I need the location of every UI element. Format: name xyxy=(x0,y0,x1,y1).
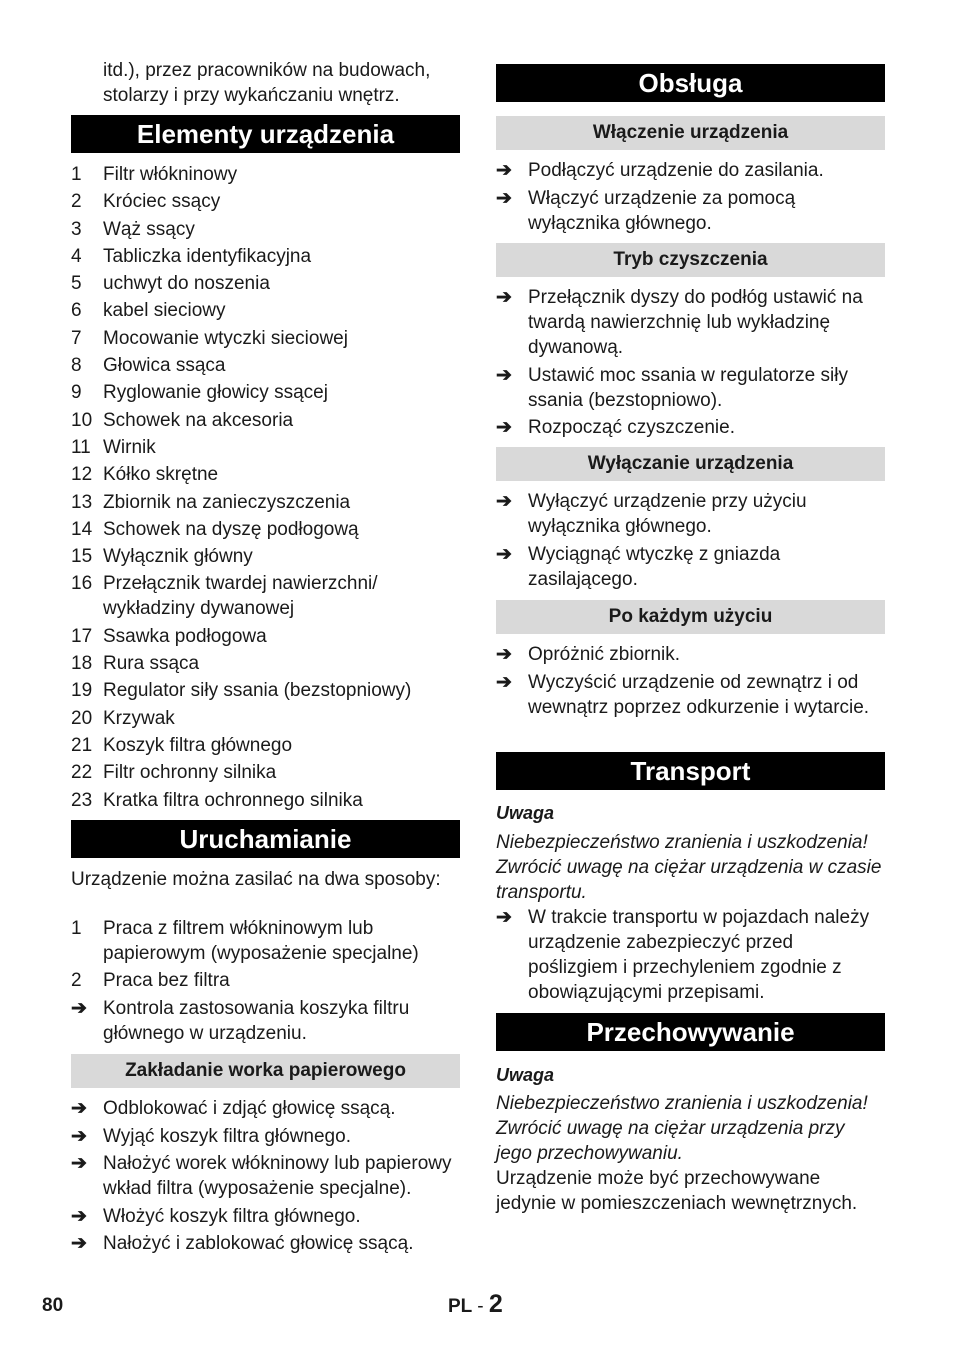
list-item xyxy=(71,651,460,676)
storage-note-text: Niebezpieczeństwo zranienia i uszkodzenia! Zwrócić uwagę na ciężar urządzenia przy jego przechowywaniu. xyxy=(496,1093,868,1164)
item-number: 1 xyxy=(71,164,82,185)
list-item xyxy=(71,996,460,1046)
step-text: Przełącznik dyszy do podłóg ustawić na twardą nawierzchnię lub wykładzinę dywanową. xyxy=(528,287,863,358)
item-text: uchwyt do noszenia xyxy=(103,273,270,295)
list-item xyxy=(71,678,460,703)
transport-note-label: Uwaga xyxy=(496,803,555,823)
step-text: Kontrola zastosowania koszyka filtru głównego w urządzeniu. xyxy=(103,998,410,1044)
item-number: 2 xyxy=(71,191,82,213)
item-number: 11 xyxy=(71,436,91,458)
list-item xyxy=(71,162,460,187)
transport-steps-list xyxy=(496,905,885,1008)
item-number: 13 xyxy=(71,491,93,513)
transport-note-text: Niebezpieczeństwo zranienia i uszkodzenia! Zwrócić uwagę na ciężar urządzenia w czasie transportu. xyxy=(496,832,882,903)
arrow-right-icon: ➔ xyxy=(71,1125,87,1147)
arrow-right-icon: ➔ xyxy=(496,491,512,512)
list-item xyxy=(71,916,460,966)
list-item xyxy=(71,1151,460,1201)
item-text: Ryglowanie głowicy ssącej xyxy=(103,382,328,404)
elements-list xyxy=(71,162,460,815)
arrow-right-icon: ➔ xyxy=(496,907,512,928)
section-heading-storage: Przechowywanie xyxy=(496,1013,885,1051)
step-text: Rozpocząć czyszczenie. xyxy=(528,417,735,438)
footer-separator: - xyxy=(477,1296,484,1317)
item-text: Praca bez filtra xyxy=(103,970,230,992)
item-text: Głowica ssąca xyxy=(103,355,226,377)
item-number: 1 xyxy=(71,918,82,939)
list-item xyxy=(71,244,460,269)
item-text: Praca z filtrem włókninowym lub papierowym (wyposażenie specjalne) xyxy=(103,918,419,964)
arrow-right-icon: ➔ xyxy=(496,187,512,209)
list-item xyxy=(71,624,460,649)
item-number: 21 xyxy=(71,734,93,756)
startup-steps-list xyxy=(71,996,460,1049)
list-item xyxy=(71,517,460,542)
list-item xyxy=(496,905,885,1005)
footer-lang: PL xyxy=(448,1296,472,1317)
item-text: Filtr ochronny silnika xyxy=(103,762,277,784)
after-use-steps-list xyxy=(496,642,885,722)
arrow-right-icon: ➔ xyxy=(71,1153,87,1174)
arrow-right-icon: ➔ xyxy=(496,160,512,181)
switch-off-steps-list xyxy=(496,489,885,594)
list-item xyxy=(71,298,460,323)
list-item xyxy=(71,380,460,405)
list-item xyxy=(496,670,885,720)
item-number: 12 xyxy=(71,464,93,486)
item-text: Ssawka podłogowa xyxy=(103,625,267,647)
list-item xyxy=(71,408,460,433)
startup-intro: Urządzenie można zasilać na dwa sposoby: xyxy=(71,869,441,890)
item-number: 20 xyxy=(71,707,93,729)
step-text: Wyczyścić urządzenie od zewnątrz i od wewnątrz poprzez odkurzenie i wytarcie. xyxy=(528,671,870,718)
arrow-right-icon: ➔ xyxy=(496,543,512,565)
item-text: Wąż ssący xyxy=(103,218,195,240)
subsection-heading-cleaning: Tryb czyszczenia xyxy=(496,243,885,277)
arrow-right-icon: ➔ xyxy=(71,1098,87,1119)
item-number: 6 xyxy=(71,300,82,322)
subsection-heading-after-use: Po każdym użyciu xyxy=(496,600,885,634)
switch-on-steps-list xyxy=(496,158,885,238)
step-text: Odblokować i zdjąć głowicę ssącą. xyxy=(103,1098,396,1119)
intro-text: itd.), przez pracowników na budowach, stolarzy i przy wykańczaniu wnętrz. xyxy=(103,60,431,106)
list-item xyxy=(71,1124,460,1149)
list-item xyxy=(71,435,460,460)
step-text: Włożyć koszyk filtra głównego. xyxy=(103,1205,361,1227)
section-heading-elements: Elementy urządzenia xyxy=(71,115,460,153)
arrow-right-icon: ➔ xyxy=(71,1233,87,1254)
section-heading-startup: Uruchamianie xyxy=(71,820,460,858)
arrow-right-icon: ➔ xyxy=(71,1205,87,1227)
arrow-right-icon: ➔ xyxy=(496,287,512,308)
subsection-heading-switch-off: Wyłączanie urządzenia xyxy=(496,447,885,481)
storage-text: Urządzenie może być przechowywane jedynie w pomieszczeniach wewnętrznych. xyxy=(496,1168,858,1214)
item-text: Wirnik xyxy=(103,436,156,458)
item-text: Rura ssąca xyxy=(103,653,200,675)
item-text: Przełącznik twardej nawierzchni/ wykładziny dywanowej xyxy=(103,573,378,620)
list-item xyxy=(71,271,460,296)
paperbag-steps-list xyxy=(71,1096,460,1259)
item-text: Koszyk filtra głównego xyxy=(103,734,293,756)
item-number: 3 xyxy=(71,218,82,240)
list-item xyxy=(71,544,460,569)
step-text: Wyłączyć urządzenie przy użyciu wyłącznika głównego. xyxy=(528,491,807,537)
step-text: Nałożyć worek włókninowy lub papierowy wkład filtra (wyposażenie specjalne). xyxy=(103,1153,452,1199)
list-item xyxy=(71,571,460,621)
step-text: Podłączyć urządzenie do zasilania. xyxy=(528,160,824,181)
list-item xyxy=(71,1096,460,1121)
page-number: 80 xyxy=(42,1295,64,1316)
item-number: 15 xyxy=(71,546,93,568)
item-text: kabel sieciowy xyxy=(103,300,226,322)
item-number: 23 xyxy=(71,789,93,811)
list-item xyxy=(496,542,885,592)
list-item xyxy=(71,189,460,214)
list-item xyxy=(496,186,885,236)
item-number: 8 xyxy=(71,355,82,377)
list-item xyxy=(71,462,460,487)
item-number: 5 xyxy=(71,273,82,295)
item-text: Tabliczka identyfikacyjna xyxy=(103,245,312,267)
item-text: Kratka filtra ochronnego silnika xyxy=(103,789,363,811)
item-text: Mocowanie wtyczki sieciowej xyxy=(103,327,348,349)
list-item xyxy=(496,489,885,539)
list-item xyxy=(71,706,460,731)
subsection-heading-switch-on: Włączenie urządzenia xyxy=(496,116,885,150)
item-text: Schowek na dyszę podłogową xyxy=(103,518,359,540)
step-text: Ustawić moc ssania w regulatorze siły ssania (bezstopniowo). xyxy=(528,364,848,411)
item-text: Regulator siły ssania (bezstopniowy) xyxy=(103,680,412,702)
subsection-heading-paperbag: Zakładanie worka papierowego xyxy=(71,1054,460,1088)
arrow-right-icon: ➔ xyxy=(71,998,87,1019)
list-item xyxy=(71,1231,460,1256)
list-item xyxy=(496,363,885,413)
list-item xyxy=(71,760,460,785)
list-item xyxy=(71,490,460,515)
item-number: 17 xyxy=(71,625,93,647)
item-number: 9 xyxy=(71,382,82,404)
step-text: Nałożyć i zablokować głowicę ssącą. xyxy=(103,1233,414,1254)
item-text: Filtr włókninowy xyxy=(103,164,238,185)
item-number: 16 xyxy=(71,573,93,595)
arrow-right-icon: ➔ xyxy=(496,417,512,438)
item-number: 7 xyxy=(71,327,82,349)
list-item xyxy=(71,353,460,378)
storage-note-label: Uwaga xyxy=(496,1065,555,1085)
list-item xyxy=(71,1204,460,1229)
item-text: Krzywak xyxy=(103,707,175,729)
list-item xyxy=(496,642,885,667)
item-number: 18 xyxy=(71,653,93,675)
section-heading-operation: Obsługa xyxy=(496,64,885,102)
list-item xyxy=(71,326,460,351)
footer-section-label xyxy=(448,1290,503,1319)
arrow-right-icon: ➔ xyxy=(496,644,512,665)
item-text: Króciec ssący xyxy=(103,191,221,213)
startup-ways-list xyxy=(71,916,460,996)
cleaning-steps-list xyxy=(496,285,885,443)
item-number: 19 xyxy=(71,680,93,702)
step-text: Włączyć urządzenie za pomocą wyłącznika głównego. xyxy=(528,187,796,234)
footer-section-number: 2 xyxy=(488,1290,503,1318)
item-number: 22 xyxy=(71,762,93,784)
item-text: Schowek na akcesoria xyxy=(103,409,294,431)
step-text: Opróżnić zbiornik. xyxy=(528,644,681,665)
list-item xyxy=(496,285,885,360)
list-item xyxy=(71,217,460,242)
step-text: Wyjąć koszyk filtra głównego. xyxy=(103,1125,351,1147)
arrow-right-icon: ➔ xyxy=(496,671,512,693)
arrow-right-icon: ➔ xyxy=(496,364,512,386)
item-text: Wyłącznik główny xyxy=(103,546,253,568)
item-text: Kółko skrętne xyxy=(103,464,219,486)
item-number: 14 xyxy=(71,518,93,540)
list-item xyxy=(71,968,460,993)
item-text: Zbiornik na zanieczyszczenia xyxy=(103,491,351,513)
list-item xyxy=(71,733,460,758)
item-number: 10 xyxy=(71,409,93,431)
item-number: 4 xyxy=(71,245,82,267)
list-item xyxy=(71,788,460,813)
section-heading-transport: Transport xyxy=(496,752,885,790)
step-text: Wyciągnąć wtyczkę z gniazda zasilającego. xyxy=(528,543,781,590)
list-item xyxy=(496,158,885,183)
step-text: W trakcie transportu w pojazdach należy urządzenie zabezpieczyć przed poślizgiem i przechyleniem zgodnie z obowiązującymi przepisami. xyxy=(528,907,870,1003)
item-number: 2 xyxy=(71,970,82,992)
list-item xyxy=(496,415,885,440)
